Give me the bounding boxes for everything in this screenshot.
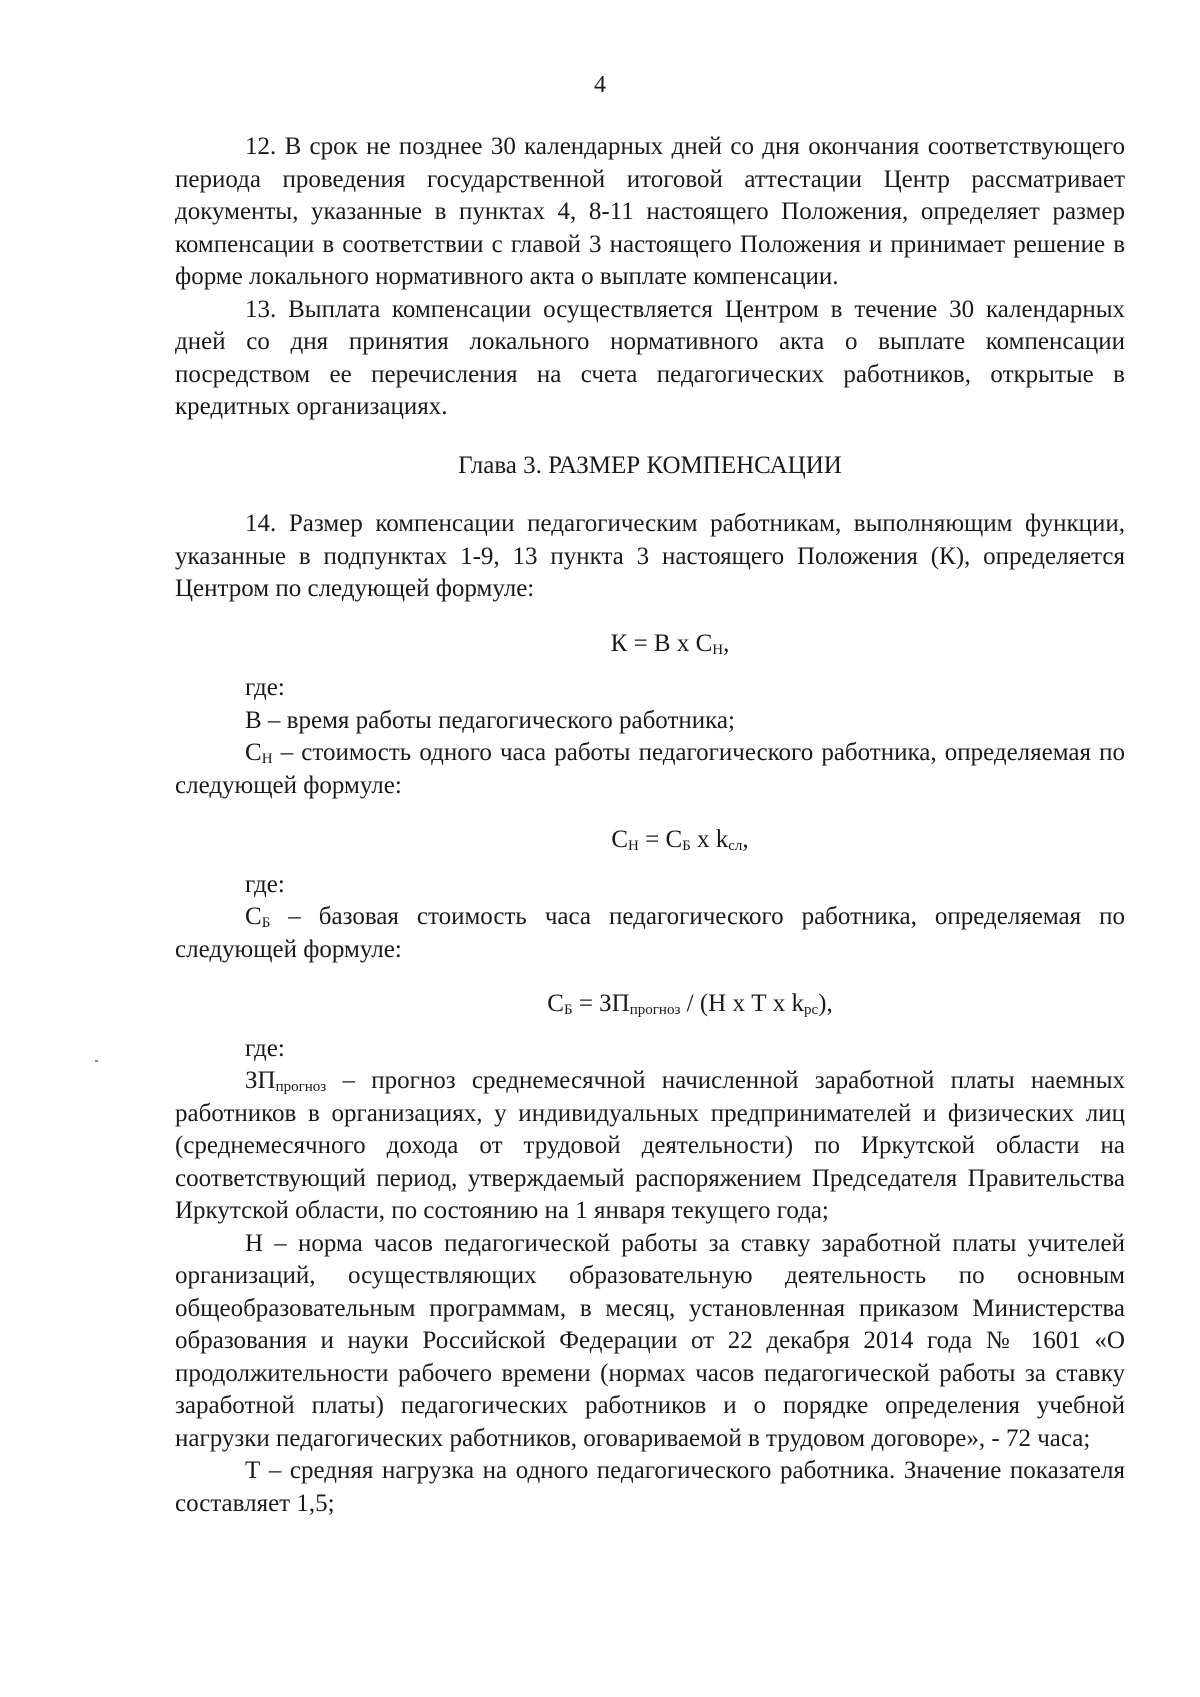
formula-hour-cost-b-sub: Б [682,838,691,854]
definition-cb [175,901,1125,966]
where-label-2: где: [245,870,285,898]
formula-hour-cost-c: х k [690,826,729,853]
formula-base-cost-a-sub: Б [563,1002,573,1018]
formula-base-cost-c-sub: рс [804,1002,819,1018]
formula-hour-cost-tail: , [742,826,749,853]
definition-t: Т – средняя нагрузка на одного педагогического работника. Значение показателя составляет 1,5; [175,1457,1125,1517]
page-number: 4 [594,72,606,98]
definition-zp-sub: прогноз [275,1079,327,1095]
definition-n: Н – норма часов педагогической работы за ставку заработной платы учителей организаций, осуществляющих образовательную деятельность по основным общеобразовательным программам, в месяц, установленная приказом Министерства образования и науки Российской Федерации от 22 декабря 2014 года № 1601 «О продолжительности рабочего времени (нормах часов педагогической работы за ставку заработной платы) педагогических работников и о порядке определения учебной нагрузки педагогических работников, оговариваемой в трудовом договоре», - 72 часа; [175,1229,1125,1452]
where-label-1: где: [245,674,285,701]
formula-hour-cost-c-sub: сл [728,838,743,854]
paragraph-14: 14. Размер компенсации педагогическим работникам, выполняющим функции, указанные в подпунктах 1-9, 13 пункта 3 настоящего Положения (К), определяется Центром по следующей формуле: [175,510,1125,602]
formula-compensation-lhs: К = В х С [610,629,713,657]
formula-base-cost-b: = ЗП [572,990,630,1017]
definition-cb-symbol: С [245,903,262,930]
formula-compensation [175,628,1125,661]
definition-cn-symbol: С [245,739,262,766]
where-label-3: где: [245,1034,285,1062]
formula-base-cost [175,988,1125,1021]
formula-base-cost-b-sub: прогноз [629,1002,681,1018]
formula-compensation-tail: , [723,629,730,657]
definition-zp-text: – прогноз среднемесячной начисленной заработной платы наемных работников в организациях, у индивидуальных предпринимателей и физических лиц (среднемесячного дохода от трудовой деятельности) по Иркутской области на соответствующий период, утверждаемый распоряжением Председателя Правительства Иркутской области, по состоянию на 1 января текущего года; [175,1067,1125,1224]
formula-compensation-sub: Н [712,641,724,658]
document-body [175,131,1125,1520]
definition-cb-sub: Б [261,915,271,931]
definition-cn-text: – стоимость одного часа работы педагогического работника, определяемая по следующей формуле: [175,739,1125,799]
definition-zp [175,1065,1125,1228]
definition-cn-sub: Н [261,751,273,767]
chapter-heading: Глава 3. РАЗМЕР КОМПЕНСАЦИИ [458,451,842,479]
formula-hour-cost [175,824,1125,857]
paragraph-12: 12. В срок не позднее 30 календарных дней со дня окончания соответствующего периода проведения государственной итоговой аттестации Центр рассматривает документы, указанные в пунктах 4, 8-11 настоящего Положения, определяет размер компенсации в соответствии с главой 3 настоящего Положения и принимает решение в форме локального нормативного акта о выплате компенсации. [175,133,1125,290]
formula-base-cost-tail: ), [818,990,833,1017]
definition-b: В – время работы педагогического работника; [245,706,735,734]
definition-cn [175,737,1125,802]
scan-speck [95,1060,98,1062]
formula-base-cost-c: / (Н х Т х k [680,990,804,1017]
formula-hour-cost-a-sub: Н [628,838,639,854]
paragraph-13: 13. Выплата компенсации осуществляется Центром в течение 30 календарных дней со дня принятия локального нормативного акта о выплате компенсации посредством ее перечисления на счета педагогических работников, открытые в кредитных организациях. [175,295,1125,420]
formula-base-cost-a: С [547,990,564,1017]
definition-zp-symbol: ЗП [245,1067,276,1094]
formula-hour-cost-a: С [611,826,629,853]
definition-cb-text: – базовая стоимость часа педагогического работника, определяемая по следующей формуле: [175,903,1125,963]
formula-hour-cost-b: = С [638,826,683,853]
